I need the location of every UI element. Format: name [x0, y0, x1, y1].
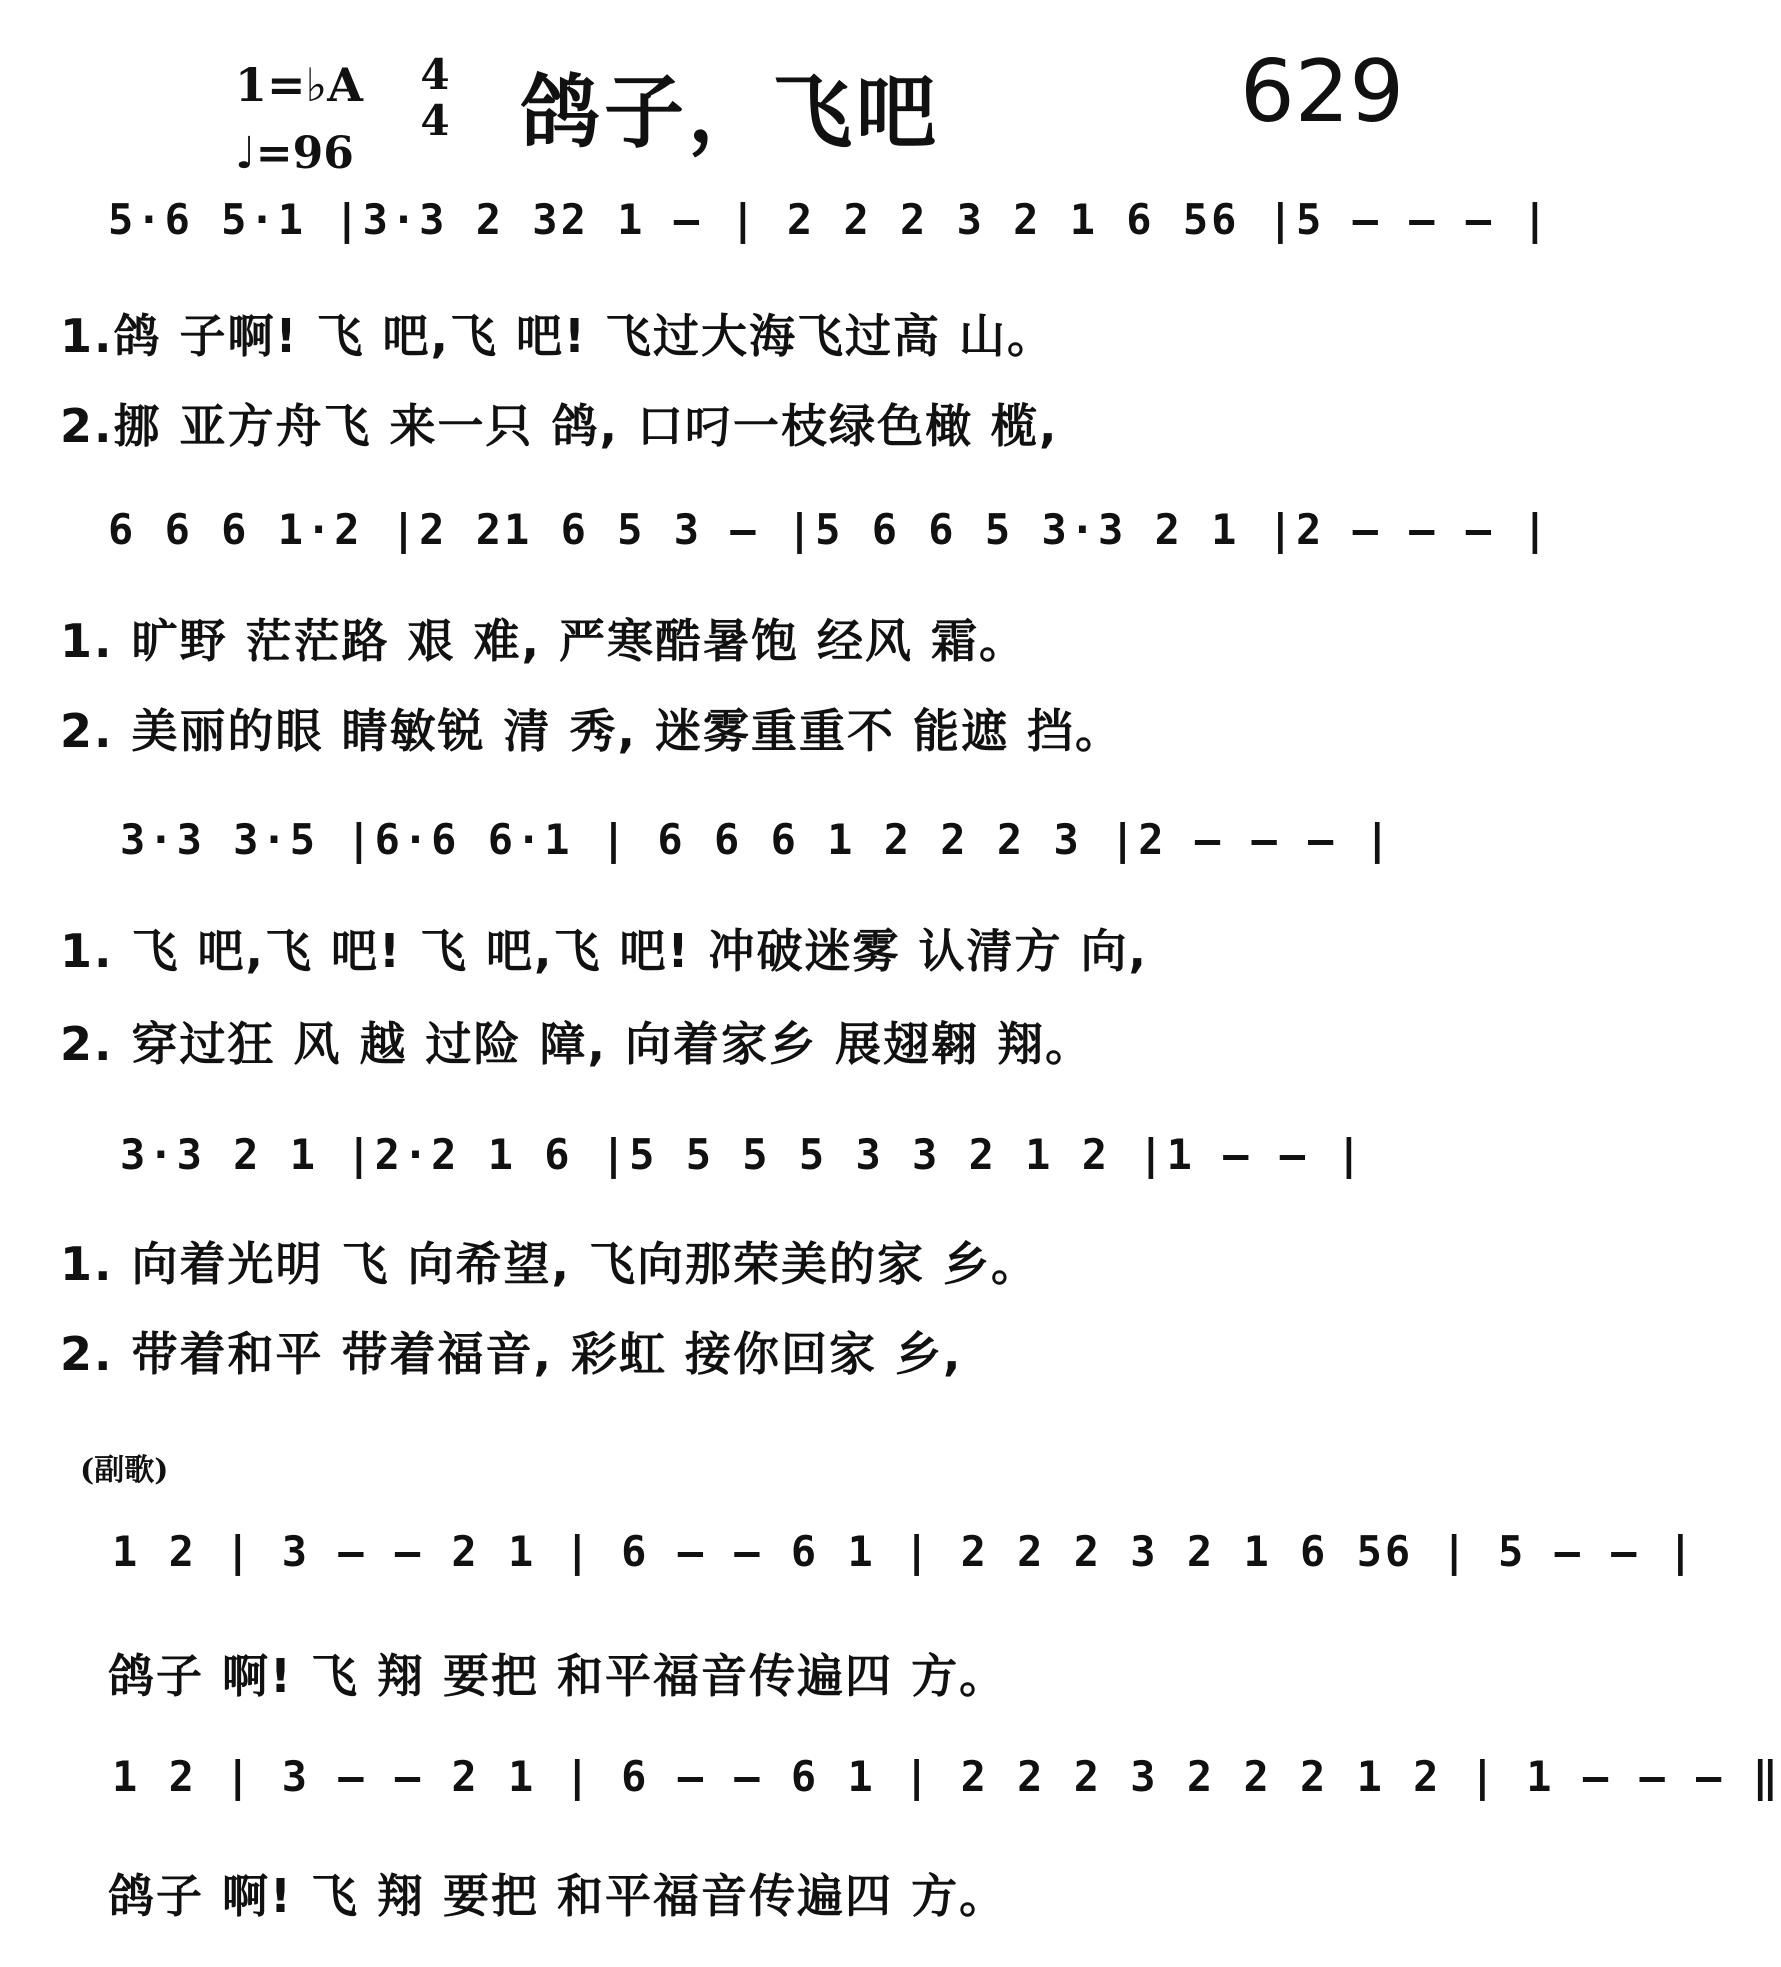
lyric-line-2-verse-1: 1. 旷野 茫茫路 艰 难, 严寒酷暑饱 经风 霜。: [60, 614, 1028, 668]
lyric-line-1-verse-1: 1.鸽 子啊! 飞 吧,飞 吧! 飞过大海飞过高 山。: [60, 309, 1056, 363]
notation-line-1: 5·6 5·1 |3·3 2 32 1 – | 2 2 2 3 2 1 6 56 |5 – – – |: [108, 195, 1551, 244]
lyric-line-1-verse-2: 2.挪 亚方舟飞 来一只 鸽, 口叼一枝绿色橄 榄,: [60, 399, 1059, 453]
chorus-lyric-line-2: 鸽子 啊! 飞 翔 要把 和平福音传遍四 方。: [108, 1869, 1008, 1923]
song-title: 鸽子，飞吧: [520, 66, 940, 159]
lyric-line-4-verse-1: 1. 向着光明 飞 向希望, 飞向那荣美的家 乡。: [60, 1237, 1040, 1291]
time-signature: [410, 52, 460, 144]
chorus-notation-line-2: 1 2 | 3 – – 2 1 | 6 – – 6 1 | 2 2 2 3 2 2 2 1 2 | 1 – – – ‖: [112, 1752, 1781, 1801]
notation-line-3: 3·3 3·5 |6·6 6·1 | 6 6 6 1 2 2 2 3 |2 – – – |: [120, 815, 1393, 864]
lyric-line-3-verse-1: 1. 飞 吧,飞 吧! 飞 吧,飞 吧! 冲破迷雾 认清方 向,: [60, 924, 1148, 978]
notation-line-4: 3·3 2 1 |2·2 1 6 |5 5 5 5 3 3 2 1 2 |1 – – |: [120, 1130, 1365, 1179]
time-signature-bottom: 4: [420, 96, 450, 145]
lyric-line-2-verse-2: 2. 美丽的眼 睛敏锐 清 秀, 迷雾重重不 能遮 挡。: [60, 704, 1124, 758]
notation-line-2: 6 6 6 1·2 |2 21 6 5 3 – |5 6 6 5 3·3 2 1 |2 – – – |: [108, 505, 1551, 554]
lyric-line-3-verse-2: 2. 穿过狂 风 越 过险 障, 向着家乡 展翅翱 翔。: [60, 1017, 1094, 1071]
key-signature: 1=♭A: [235, 58, 363, 112]
lyric-line-4-verse-2: 2. 带着和平 带着福音, 彩虹 接你回家 乡,: [60, 1327, 963, 1381]
chorus-label: (副歌): [80, 1453, 169, 1488]
time-signature-top: 4: [420, 50, 450, 99]
chorus-notation-line-1: 1 2 | 3 – – 2 1 | 6 – – 6 1 | 2 2 2 3 2 1 6 56 | 5 – – |: [112, 1527, 1697, 1576]
chorus-lyric-line-1: 鸽子 啊! 飞 翔 要把 和平福音传遍四 方。: [108, 1649, 1008, 1703]
hymn-number: 629: [1240, 42, 1405, 142]
tempo-marking: ♩=96: [235, 128, 354, 179]
